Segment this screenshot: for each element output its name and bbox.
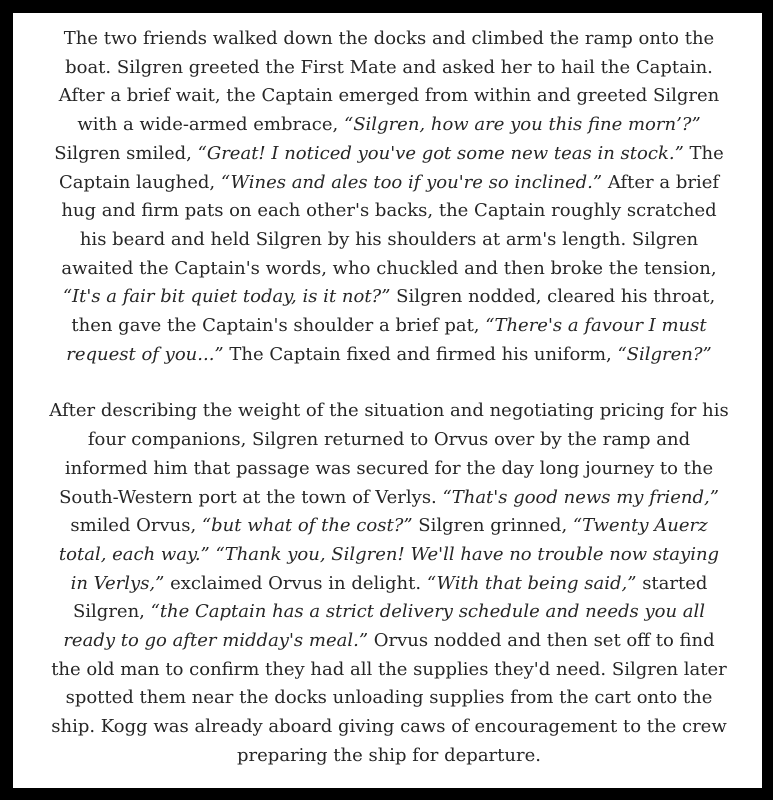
text-segment: Silgren grinned, — [412, 515, 573, 537]
text-segment: exclaimed Orvus in delight. — [164, 572, 427, 594]
dialogue-segment: “Silgren, how are you this fine morn’?” — [344, 114, 701, 136]
dialogue-segment: “the Captain has a strict delivery schedule and needs you all ready to go after midday's meal.” — [63, 601, 706, 652]
paragraph-1 — [49, 25, 729, 369]
dialogue-segment: “Thank you, Silgren! We'll have no trouble now staying in Verlys,” — [70, 543, 720, 594]
text-segment: After describing the weight of the situation and negotiating pricing for his four companions, Silgren returned to Orvus over by the ramp and informed him that passage was secured for the day long journey to the South-Western port at the town of Verlys. — [49, 400, 729, 508]
dialogue-segment: “but what of the cost?” — [201, 515, 413, 537]
dialogue-segment: “That's good news my friend,” — [442, 486, 719, 508]
dialogue-segment: “Wines and ales too if you're so inclined.” — [220, 171, 603, 193]
text-segment: Silgren smiled, — [54, 142, 198, 164]
text-segment: The Captain laughed, — [58, 142, 724, 193]
text-segment: started Silgren, — [72, 572, 708, 623]
text-segment: The Captain fixed and firmed his uniform, — [223, 343, 618, 365]
story-text — [49, 25, 729, 788]
dialogue-segment: “With that being said,” — [426, 572, 637, 594]
document-page — [13, 13, 762, 788]
dialogue-segment: “Silgren?” — [617, 343, 712, 365]
dialogue-segment: “It's a fair bit quiet today, is it not?” — [62, 286, 391, 308]
dialogue-segment: “There's a favour I must request of you...” — [66, 315, 707, 365]
text-segment: The two friends walked down the docks and climbed the ramp onto the boat. Silgren greeted the First Mate and asked her to hail the Captain. After a brief wait, the Captain emerged from within and greeted Silgren with a wide-armed embrace, — [58, 28, 720, 136]
dialogue-segment: “Twenty Auerz total, each way.” — [58, 515, 708, 565]
dialogue-segment: “Great! I noticed you've got some new teas in stock.” — [197, 142, 684, 164]
text-segment: smiled Orvus, — [70, 515, 202, 537]
text-segment: Orvus nodded and then set off to find the old man to confirm they had all the supplies they'd need. Silgren later spotted them near the docks unloading supplies from the cart onto the ship. Kogg was already aboard giving caws of encouragement to the crew preparing the ship for departure. — [51, 630, 727, 766]
paragraph-2 — [49, 397, 729, 770]
text-segment: Silgren nodded, cleared his throat, then gave the Captain's shoulder a brief pat, — [71, 286, 716, 337]
text-segment: After a brief hug and firm pats on each other's backs, the Captain roughly scratched his beard and held Silgren by his shoulders at arm's length. Silgren awaited the Captain's words, who chuckled and then broke the tension, — [61, 171, 720, 279]
